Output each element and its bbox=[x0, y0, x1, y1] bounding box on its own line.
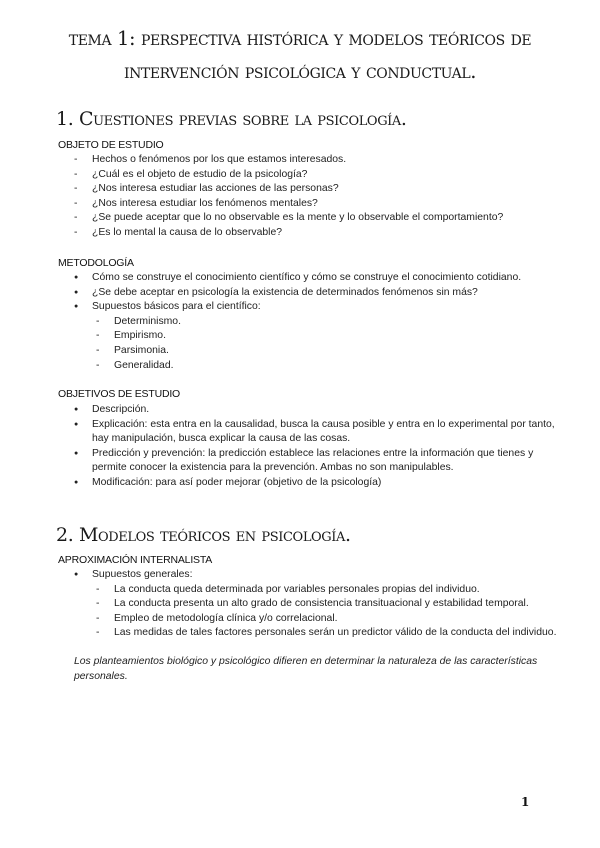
list-item bbox=[74, 300, 574, 373]
italic-note: Los planteamientos biológico y psicológico difieren en determinar la naturaleza de las características personales. bbox=[74, 656, 538, 682]
sublist-item: - Generalidad. bbox=[96, 359, 574, 374]
sublist-item: - Empleo de metodología clínica y/o correlacional. bbox=[96, 612, 564, 627]
list-item-text: Supuestos generales: bbox=[92, 569, 193, 580]
list-item: ● Modificación: para así poder mejorar (objetivo de la psicología) bbox=[74, 476, 564, 491]
list-item bbox=[74, 568, 564, 641]
objetivos-heading: OBJETIVOS DE ESTUDIO bbox=[58, 388, 181, 400]
list-item: ● ¿Se debe aceptar en psicología la existencia de determinados fenómenos sin más? bbox=[74, 286, 574, 301]
metodologia-list bbox=[74, 271, 574, 373]
list-item: - ¿Cuál es el objeto de estudio de la psicología? bbox=[74, 168, 574, 183]
list-item: - Hechos o fenómenos por los que estamos interesados. bbox=[74, 153, 574, 168]
list-item: - ¿Nos interesa estudiar las acciones de las personas? bbox=[74, 182, 574, 197]
list-item: ● Descripción. bbox=[74, 403, 564, 418]
sublist-item: - La conducta presenta un alto grado de consistencia transituacional y estabilidad temporal. bbox=[96, 597, 564, 612]
list-item: - ¿Nos interesa estudiar los fenómenos mentales? bbox=[74, 197, 574, 212]
list-item: ● Cómo se construye el conocimiento científico y cómo se construye el conocimiento cotidiano. bbox=[74, 271, 574, 286]
aproximacion-heading: APROXIMACIÓN INTERNALISTA bbox=[58, 554, 213, 566]
list-item: - ¿Se puede aceptar que lo no observable es la mente y lo observable el comportamiento? bbox=[74, 211, 574, 226]
sublist-item: - Las medidas de tales factores personales serán un predictor válido de la conducta del individuo. bbox=[96, 626, 564, 641]
page-number: 1 bbox=[521, 795, 530, 809]
supuestos-sublist bbox=[96, 315, 574, 373]
list-item: ● Predicción y prevención: la predicción establece las relaciones entre la información que tienes y permite conocer la existencia para la prevención. Ambas no son manipulables. bbox=[74, 447, 564, 476]
sublist-item: - Empirismo. bbox=[96, 329, 574, 344]
section-2-heading: 2. Modelos teóricos en psicología. bbox=[56, 524, 351, 546]
list-item: ● Explicación: esta entra en la causalidad, busca la causa posible y entra en lo experimental por tanto, hay manipulación, busca explicar la causa de las cosas. bbox=[74, 418, 564, 447]
section-1-heading: 1. Cuestiones previas sobre la psicología. bbox=[56, 108, 407, 130]
document-title: tema 1: perspectiva histórica y modelos teóricos de intervención psicológica y conductual. bbox=[68, 27, 532, 83]
aproximacion-list bbox=[74, 568, 564, 641]
list-item: - ¿Es lo mental la causa de lo observable? bbox=[74, 226, 574, 241]
metodologia-heading: METODOLOGÍA bbox=[58, 257, 134, 269]
sublist-item: - La conducta queda determinada por variables personales propias del individuo. bbox=[96, 583, 564, 598]
objeto-heading: OBJETO DE ESTUDIO bbox=[58, 139, 164, 151]
sublist-item: - Parsimonia. bbox=[96, 344, 574, 359]
objetivos-list bbox=[74, 403, 564, 491]
sublist-item: - Determinismo. bbox=[96, 315, 574, 330]
objeto-list bbox=[74, 153, 574, 241]
list-item-text: Supuestos básicos para el científico: bbox=[92, 301, 261, 313]
supuestos-generales-sublist bbox=[96, 583, 564, 641]
